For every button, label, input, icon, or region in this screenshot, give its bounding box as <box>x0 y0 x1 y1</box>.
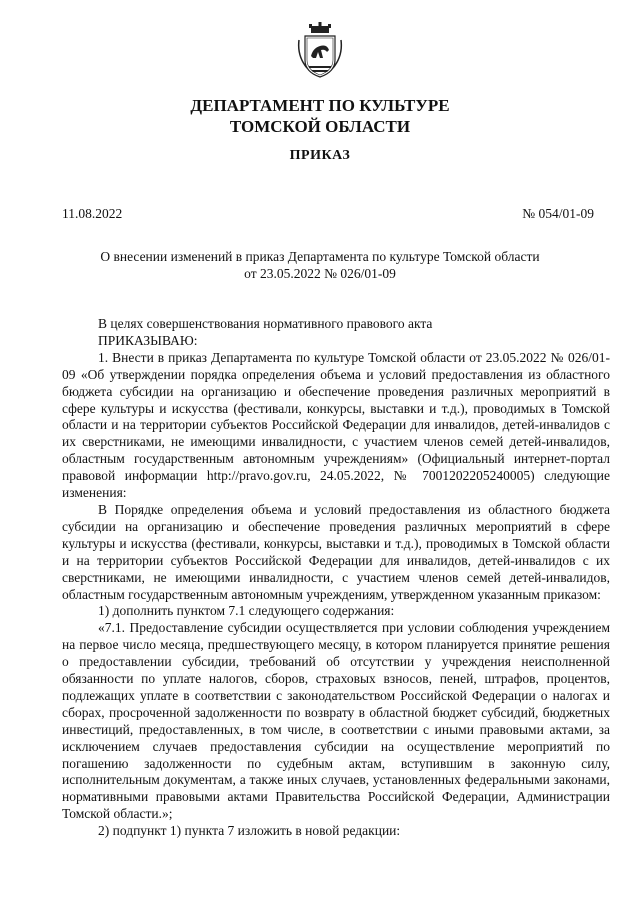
document-number: № 054/01-09 <box>522 206 594 221</box>
order-word: ПРИКАЗЫВАЮ: <box>98 332 198 348</box>
paragraph-3: 1) дополнить пунктом 7.1 следующего содержания: <box>98 603 395 619</box>
document-type: ПРИКАЗ <box>289 148 351 163</box>
subject-line1: О внесении изменений в приказ Департамента по культуре Томской области <box>100 249 540 264</box>
tomsk-region-coat-of-arms-icon <box>297 22 343 80</box>
department-line2: ТОМСКОЙ ОБЛАСТИ <box>229 117 411 136</box>
department-name <box>0 95 640 137</box>
paragraph-5: 2) подпункт 1) пункта 7 изложить в новой редакции: <box>98 823 401 839</box>
document-body <box>62 316 610 840</box>
document-date: 11.08.2022 <box>62 206 123 221</box>
intro-paragraph: В целях совершенствования нормативного правового акта <box>98 316 433 331</box>
subject-line2: от 23.05.2022 № 026/01-09 <box>244 266 396 281</box>
paragraph-1: 1. Внести в приказ Департамента по культуре Томской области от 23.05.2022 № 026/01-09 «Об утверждении порядка определения объема и условий предоставления из областного бюджета субсидии на организацию и обеспечение проведения различных мероприятий в сфере культуры и искусства (фестивали, конкурсы, выставки и т.д.), проводимых в Томской области и на территории субъектов Российской Федерации для инвалидов, детей-инвалидов с их сверстниками, не имеющими инвалидности, с участием членов семей детей-инвалидов, областным государственным автономным учреждениям» (Официальный интернет-портал правовой информации http://pravo.gov.ru, 24.05.2022, № 7001202205240005) следующие изменения: <box>62 349 610 501</box>
paragraph-2: В Порядке определения объема и условий предоставления из областного бюджета субсидии на организацию и обеспечение проведения различных мероприятий в сфере культуры и искусства (фестивали, конкурсы, выставки и т.д.), проводимых в Томской области и на территории субъектов Российской Федерации для инвалидов, детей-инвалидов с их сверстниками, не имеющими инвалидности, с участием членов семей детей-инвалидов, областным государственным автономным учреждениям, утвержденном указанным приказом: <box>62 501 610 602</box>
document-subject <box>0 248 640 282</box>
department-line1: ДЕПАРТАМЕНТ ПО КУЛЬТУРЕ <box>190 96 450 115</box>
paragraph-4: «7.1. Предоставление субсидии осуществляется при условии соблюдения учреждением на первое число месяца, предшествующего месяцу, в котором планируется принятие решения о предоставлении субсидии, требований об отсутствии у учреждения неисполненной обязанности по уплате налогов, сборов, страховых взносов, пеней, штрафов, процентов, подлежащих уплате в соответствии с законодательством Российской Федерации о налогах и сборах, просроченной задолженности по возврату в областной бюджет субсидий, бюджетных инвестиций, предоставленных, в том числе, в соответствии с иными правовыми актами, за исключением случаев предоставления субсидии на осуществление мероприятий по погашению задолженности по судебным актам, вступившим в законную силу, исполнительным документам, а также иных случаев, установленных федеральными законами, нормативными правовыми актами Правительства Российской Федерации, Администрации Томской области.»; <box>62 620 610 822</box>
